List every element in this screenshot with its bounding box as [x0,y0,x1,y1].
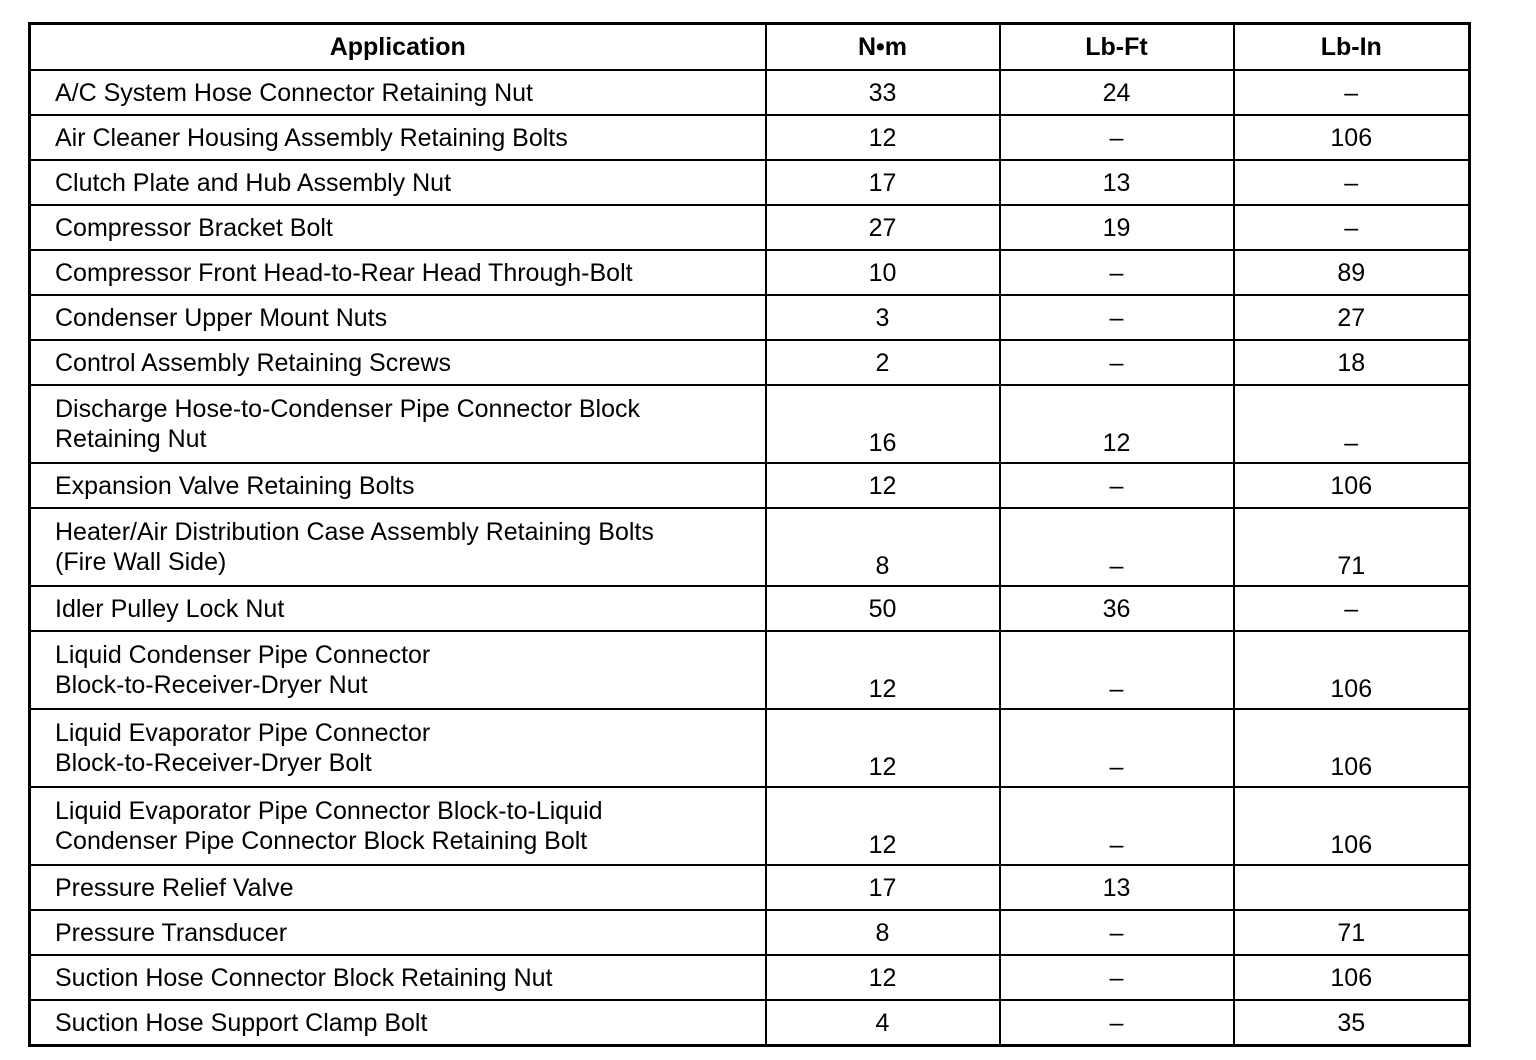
cell-application [30,205,766,250]
cell-lbft: – [1000,709,1234,787]
cell-nm: 16 [766,385,1000,463]
cell-lbin: 71 [1234,910,1470,955]
cell-nm: 10 [766,250,1000,295]
application-text-line: Idler Pulley Lock Nut [55,594,285,623]
cell-lbft: – [1000,910,1234,955]
table-body [30,70,1470,1046]
application-text-line: Compressor Front Head-to-Rear Head Through-Bolt [55,258,633,287]
cell-nm: 17 [766,865,1000,910]
cell-lbft: – [1000,787,1234,865]
cell-lbin: 27 [1234,295,1470,340]
application-text-line: Block-to-Receiver-Dryer Bolt [55,749,372,777]
cell-application [30,1000,766,1046]
table-row [30,631,1470,709]
application-text-line: Heater/Air Distribution Case Assembly Retaining Bolts [55,518,654,546]
cell-lbin: 106 [1234,115,1470,160]
cell-application [30,340,766,385]
cell-lbin [1234,865,1470,910]
cell-lbft: – [1000,1000,1234,1046]
cell-nm: 12 [766,463,1000,508]
cell-lbft: – [1000,295,1234,340]
cell-lbin: 106 [1234,709,1470,787]
cell-lbin: – [1234,70,1470,115]
cell-nm: 12 [766,955,1000,1000]
cell-lbin: – [1234,385,1470,463]
table-row [30,340,1470,385]
cell-nm: 27 [766,205,1000,250]
application-text-line: Retaining Nut [55,425,207,453]
table-row [30,955,1470,1000]
cell-nm: 8 [766,508,1000,586]
cell-lbft: – [1000,631,1234,709]
cell-lbft: 13 [1000,160,1234,205]
cell-nm: 4 [766,1000,1000,1046]
cell-application [30,70,766,115]
cell-lbin: 106 [1234,631,1470,709]
cell-lbft: – [1000,463,1234,508]
column-header-nm: N•m [766,24,1000,71]
cell-lbin: – [1234,586,1470,631]
cell-lbft: 19 [1000,205,1234,250]
cell-application [30,586,766,631]
cell-lbin: – [1234,205,1470,250]
cell-nm: 12 [766,709,1000,787]
cell-application [30,787,766,865]
table-row [30,385,1470,463]
cell-nm: 33 [766,70,1000,115]
cell-nm: 3 [766,295,1000,340]
cell-nm: 12 [766,115,1000,160]
cell-application [30,508,766,586]
torque-spec-table [28,22,1471,1047]
cell-application [30,631,766,709]
cell-application [30,160,766,205]
cell-application [30,709,766,787]
table-row [30,160,1470,205]
column-header-lbin: Lb-In [1234,24,1470,71]
table-row [30,205,1470,250]
table-row [30,295,1470,340]
cell-nm: 2 [766,340,1000,385]
cell-nm: 12 [766,787,1000,865]
application-text-line: Suction Hose Support Clamp Bolt [55,1008,428,1037]
cell-lbft: 36 [1000,586,1234,631]
cell-application [30,463,766,508]
table-row [30,508,1470,586]
cell-lbin: 106 [1234,787,1470,865]
table-row [30,463,1470,508]
cell-application [30,955,766,1000]
cell-lbin: 106 [1234,955,1470,1000]
table-row [30,250,1470,295]
cell-application [30,250,766,295]
cell-lbft: – [1000,508,1234,586]
application-text-line: Liquid Condenser Pipe Connector [55,641,431,669]
cell-lbin: 106 [1234,463,1470,508]
table-row [30,586,1470,631]
table-row [30,787,1470,865]
application-text-line: Air Cleaner Housing Assembly Retaining Bolts [55,123,568,152]
application-text-line: Pressure Relief Valve [55,873,294,902]
application-text-line: Block-to-Receiver-Dryer Nut [55,671,368,699]
application-text-line: Condenser Pipe Connector Block Retaining Bolt [55,827,588,855]
application-text-line: Condenser Upper Mount Nuts [55,303,388,332]
cell-nm: 17 [766,160,1000,205]
table-row [30,1000,1470,1046]
application-text-line: Compressor Bracket Bolt [55,213,333,242]
cell-lbin: 71 [1234,508,1470,586]
cell-lbft: – [1000,340,1234,385]
cell-lbft: 24 [1000,70,1234,115]
table-row [30,709,1470,787]
application-text-line: Suction Hose Connector Block Retaining Nut [55,963,553,992]
cell-lbft: – [1000,250,1234,295]
cell-lbin: – [1234,160,1470,205]
cell-lbft: – [1000,955,1234,1000]
application-text-line: (Fire Wall Side) [55,548,227,576]
cell-nm: 8 [766,910,1000,955]
column-header-application: Application [30,24,766,71]
application-text-line: Control Assembly Retaining Screws [55,348,451,377]
cell-application [30,865,766,910]
cell-application [30,115,766,160]
header-row [30,24,1470,71]
application-text-line: A/C System Hose Connector Retaining Nut [55,78,533,107]
table-row [30,115,1470,160]
table-row [30,865,1470,910]
table-row [30,910,1470,955]
cell-application [30,385,766,463]
cell-lbin: 35 [1234,1000,1470,1046]
application-text-line: Expansion Valve Retaining Bolts [55,471,415,500]
cell-lbin: 18 [1234,340,1470,385]
table-row [30,70,1470,115]
cell-lbin: 89 [1234,250,1470,295]
application-text-line: Liquid Evaporator Pipe Connector Block-to-Liquid [55,797,603,825]
application-text-line: Discharge Hose-to-Condenser Pipe Connector Block [55,395,641,423]
application-text-line: Clutch Plate and Hub Assembly Nut [55,168,452,197]
application-text-line: Liquid Evaporator Pipe Connector [55,719,431,747]
cell-lbft: 13 [1000,865,1234,910]
column-header-lbft: Lb-Ft [1000,24,1234,71]
cell-nm: 12 [766,631,1000,709]
application-text-line: Pressure Transducer [55,918,288,947]
cell-nm: 50 [766,586,1000,631]
cell-application [30,295,766,340]
cell-lbft: – [1000,115,1234,160]
cell-application [30,910,766,955]
cell-lbft: 12 [1000,385,1234,463]
